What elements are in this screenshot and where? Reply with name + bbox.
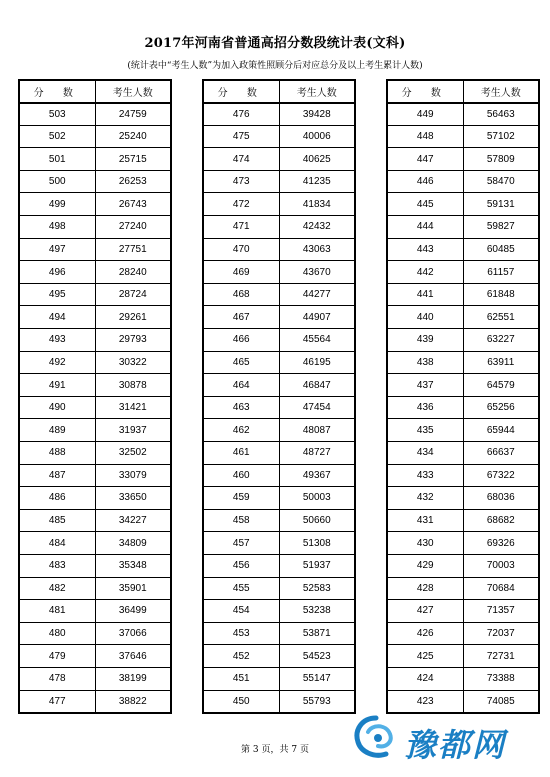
score-table-2 bbox=[202, 79, 356, 714]
table-row bbox=[19, 600, 171, 623]
site-watermark bbox=[348, 712, 548, 768]
score-cell: 448 bbox=[387, 125, 463, 148]
table-row bbox=[203, 238, 355, 261]
count-cell: 33079 bbox=[95, 464, 171, 487]
count-cell: 35348 bbox=[95, 554, 171, 577]
count-cell: 60485 bbox=[463, 238, 539, 261]
table-row bbox=[19, 487, 171, 510]
table-row bbox=[203, 532, 355, 555]
score-cell: 425 bbox=[387, 645, 463, 668]
count-cell: 61848 bbox=[463, 283, 539, 306]
page-subtitle: (统计表中“考生人数”为加入政策性照顾分后对应总分及以上考生累计人数) bbox=[127, 61, 423, 71]
table-row bbox=[19, 170, 171, 193]
swirl-logo-icon bbox=[348, 712, 404, 768]
score-cell: 459 bbox=[203, 487, 279, 510]
count-cell: 66637 bbox=[463, 442, 539, 465]
count-cell: 26253 bbox=[95, 170, 171, 193]
count-cell: 64579 bbox=[463, 374, 539, 397]
score-cell: 491 bbox=[19, 374, 95, 397]
count-cell: 33650 bbox=[95, 487, 171, 510]
table-row bbox=[387, 645, 539, 668]
score-cell: 455 bbox=[203, 577, 279, 600]
score-cell: 451 bbox=[203, 667, 279, 690]
table-row bbox=[203, 622, 355, 645]
table-row bbox=[203, 600, 355, 623]
score-cell: 449 bbox=[387, 103, 463, 126]
score-cell: 434 bbox=[387, 442, 463, 465]
table-row bbox=[387, 148, 539, 171]
table-row bbox=[19, 351, 171, 374]
count-cell: 52583 bbox=[279, 577, 355, 600]
table-row bbox=[387, 487, 539, 510]
table-row bbox=[19, 396, 171, 419]
count-cell: 49367 bbox=[279, 464, 355, 487]
table-row bbox=[19, 532, 171, 555]
table-row bbox=[203, 442, 355, 465]
count-cell: 42432 bbox=[279, 216, 355, 239]
table-row bbox=[203, 374, 355, 397]
score-cell: 476 bbox=[203, 103, 279, 126]
table-row bbox=[203, 487, 355, 510]
count-cell: 44907 bbox=[279, 306, 355, 329]
table-row bbox=[19, 261, 171, 284]
score-cell: 460 bbox=[203, 464, 279, 487]
count-cell: 40625 bbox=[279, 148, 355, 171]
table-row bbox=[387, 509, 539, 532]
score-cell: 433 bbox=[387, 464, 463, 487]
count-cell: 27240 bbox=[95, 216, 171, 239]
score-cell: 454 bbox=[203, 600, 279, 623]
score-cell: 479 bbox=[19, 645, 95, 668]
table-row bbox=[387, 532, 539, 555]
table-row bbox=[387, 600, 539, 623]
score-cell: 443 bbox=[387, 238, 463, 261]
table-row bbox=[19, 283, 171, 306]
score-cell: 500 bbox=[19, 170, 95, 193]
count-cell: 29793 bbox=[95, 329, 171, 352]
score-cell: 475 bbox=[203, 125, 279, 148]
count-cell: 43670 bbox=[279, 261, 355, 284]
table-row bbox=[387, 419, 539, 442]
score-cell: 428 bbox=[387, 577, 463, 600]
count-cell: 62551 bbox=[463, 306, 539, 329]
table-row bbox=[387, 170, 539, 193]
count-cell: 72037 bbox=[463, 622, 539, 645]
table-row bbox=[387, 216, 539, 239]
table-row bbox=[19, 667, 171, 690]
table-row bbox=[387, 622, 539, 645]
table-row bbox=[203, 283, 355, 306]
table-row bbox=[19, 148, 171, 171]
count-cell: 37066 bbox=[95, 622, 171, 645]
page-title: 2017年河南省普通高招分数段统计表(文科) bbox=[144, 36, 406, 51]
table-row bbox=[387, 238, 539, 261]
count-cell: 57809 bbox=[463, 148, 539, 171]
count-cell: 68036 bbox=[463, 487, 539, 510]
table-row bbox=[19, 509, 171, 532]
score-cell: 486 bbox=[19, 487, 95, 510]
count-cell: 70003 bbox=[463, 554, 539, 577]
count-cell: 27751 bbox=[95, 238, 171, 261]
count-cell: 31421 bbox=[95, 396, 171, 419]
count-header: 考生人数 bbox=[463, 80, 539, 103]
table-header-row bbox=[387, 80, 539, 103]
count-cell: 55147 bbox=[279, 667, 355, 690]
score-cell: 431 bbox=[387, 509, 463, 532]
watermark-text: 豫都网 bbox=[404, 726, 507, 764]
count-cell: 24759 bbox=[95, 103, 171, 126]
score-cell: 498 bbox=[19, 216, 95, 239]
table-row bbox=[387, 103, 539, 126]
page-footer: 第 3 页，共 7 页 bbox=[241, 745, 309, 755]
table-row bbox=[387, 374, 539, 397]
table-row bbox=[19, 374, 171, 397]
score-table-1 bbox=[18, 79, 172, 714]
count-cell: 46195 bbox=[279, 351, 355, 374]
table-row bbox=[203, 464, 355, 487]
table-row bbox=[19, 329, 171, 352]
score-cell: 489 bbox=[19, 419, 95, 442]
count-cell: 55793 bbox=[279, 690, 355, 713]
count-cell: 65944 bbox=[463, 419, 539, 442]
table-row bbox=[387, 329, 539, 352]
score-cell: 453 bbox=[203, 622, 279, 645]
score-cell: 502 bbox=[19, 125, 95, 148]
count-cell: 43063 bbox=[279, 238, 355, 261]
score-cell: 484 bbox=[19, 532, 95, 555]
count-cell: 34227 bbox=[95, 509, 171, 532]
table-row bbox=[387, 351, 539, 374]
score-cell: 482 bbox=[19, 577, 95, 600]
score-cell: 501 bbox=[19, 148, 95, 171]
count-cell: 71357 bbox=[463, 600, 539, 623]
table-row bbox=[19, 645, 171, 668]
table-row bbox=[203, 148, 355, 171]
count-cell: 48087 bbox=[279, 419, 355, 442]
table-row bbox=[19, 690, 171, 713]
table-row bbox=[203, 261, 355, 284]
score-cell: 446 bbox=[387, 170, 463, 193]
table-row bbox=[387, 577, 539, 600]
count-cell: 73388 bbox=[463, 667, 539, 690]
count-cell: 63911 bbox=[463, 351, 539, 374]
score-cell: 440 bbox=[387, 306, 463, 329]
table-row bbox=[387, 667, 539, 690]
score-cell: 464 bbox=[203, 374, 279, 397]
table-row bbox=[387, 464, 539, 487]
count-cell: 54523 bbox=[279, 645, 355, 668]
count-cell: 39428 bbox=[279, 103, 355, 126]
score-cell: 477 bbox=[19, 690, 95, 713]
score-table-3 bbox=[386, 79, 540, 714]
count-cell: 50003 bbox=[279, 487, 355, 510]
score-cell: 472 bbox=[203, 193, 279, 216]
count-cell: 70684 bbox=[463, 577, 539, 600]
score-cell: 503 bbox=[19, 103, 95, 126]
count-cell: 51308 bbox=[279, 532, 355, 555]
count-cell: 41235 bbox=[279, 170, 355, 193]
count-cell: 51937 bbox=[279, 554, 355, 577]
score-cell: 470 bbox=[203, 238, 279, 261]
count-cell: 59131 bbox=[463, 193, 539, 216]
score-cell: 499 bbox=[19, 193, 95, 216]
count-cell: 59827 bbox=[463, 216, 539, 239]
table-row bbox=[19, 622, 171, 645]
table-row bbox=[203, 351, 355, 374]
table-row bbox=[387, 283, 539, 306]
count-cell: 30878 bbox=[95, 374, 171, 397]
table-row bbox=[387, 306, 539, 329]
score-cell: 430 bbox=[387, 532, 463, 555]
count-cell: 26743 bbox=[95, 193, 171, 216]
count-cell: 36499 bbox=[95, 600, 171, 623]
score-header: 分 数 bbox=[203, 80, 279, 103]
table-row bbox=[203, 577, 355, 600]
table-row bbox=[19, 306, 171, 329]
score-cell: 445 bbox=[387, 193, 463, 216]
table-row bbox=[203, 667, 355, 690]
score-cell: 495 bbox=[19, 283, 95, 306]
count-cell: 30322 bbox=[95, 351, 171, 374]
score-cell: 441 bbox=[387, 283, 463, 306]
count-cell: 34809 bbox=[95, 532, 171, 555]
score-cell: 497 bbox=[19, 238, 95, 261]
score-cell: 450 bbox=[203, 690, 279, 713]
table-row bbox=[19, 442, 171, 465]
table-row bbox=[203, 509, 355, 532]
score-cell: 438 bbox=[387, 351, 463, 374]
score-cell: 444 bbox=[387, 216, 463, 239]
score-cell: 432 bbox=[387, 487, 463, 510]
score-cell: 457 bbox=[203, 532, 279, 555]
table-row bbox=[19, 193, 171, 216]
count-cell: 37646 bbox=[95, 645, 171, 668]
table-row bbox=[203, 306, 355, 329]
count-cell: 48727 bbox=[279, 442, 355, 465]
table-row bbox=[203, 103, 355, 126]
count-cell: 32502 bbox=[95, 442, 171, 465]
score-header: 分 数 bbox=[387, 80, 463, 103]
score-cell: 478 bbox=[19, 667, 95, 690]
table-row bbox=[203, 645, 355, 668]
table-row bbox=[387, 554, 539, 577]
score-cell: 492 bbox=[19, 351, 95, 374]
score-cell: 465 bbox=[203, 351, 279, 374]
score-header: 分 数 bbox=[19, 80, 95, 103]
count-cell: 41834 bbox=[279, 193, 355, 216]
count-cell: 40006 bbox=[279, 125, 355, 148]
table-row bbox=[387, 396, 539, 419]
score-cell: 452 bbox=[203, 645, 279, 668]
table-row bbox=[203, 193, 355, 216]
count-cell: 25715 bbox=[95, 148, 171, 171]
table-header-row bbox=[19, 80, 171, 103]
table-row bbox=[387, 261, 539, 284]
count-cell: 28240 bbox=[95, 261, 171, 284]
table-row bbox=[203, 419, 355, 442]
score-cell: 436 bbox=[387, 396, 463, 419]
table-header-row bbox=[203, 80, 355, 103]
table-row bbox=[203, 329, 355, 352]
score-cell: 481 bbox=[19, 600, 95, 623]
count-cell: 38199 bbox=[95, 667, 171, 690]
score-cell: 427 bbox=[387, 600, 463, 623]
score-cell: 474 bbox=[203, 148, 279, 171]
score-cell: 483 bbox=[19, 554, 95, 577]
score-cell: 439 bbox=[387, 329, 463, 352]
score-cell: 435 bbox=[387, 419, 463, 442]
count-cell: 58470 bbox=[463, 170, 539, 193]
table-row bbox=[19, 554, 171, 577]
score-cell: 494 bbox=[19, 306, 95, 329]
score-cell: 468 bbox=[203, 283, 279, 306]
score-cell: 463 bbox=[203, 396, 279, 419]
score-cell: 423 bbox=[387, 690, 463, 713]
table-row bbox=[19, 238, 171, 261]
count-cell: 29261 bbox=[95, 306, 171, 329]
table-row bbox=[203, 125, 355, 148]
count-header: 考生人数 bbox=[95, 80, 171, 103]
count-cell: 74085 bbox=[463, 690, 539, 713]
count-cell: 63227 bbox=[463, 329, 539, 352]
score-cell: 487 bbox=[19, 464, 95, 487]
count-cell: 45564 bbox=[279, 329, 355, 352]
count-cell: 56463 bbox=[463, 103, 539, 126]
count-cell: 47454 bbox=[279, 396, 355, 419]
score-cell: 447 bbox=[387, 148, 463, 171]
count-cell: 44277 bbox=[279, 283, 355, 306]
table-row bbox=[19, 419, 171, 442]
table-row bbox=[203, 216, 355, 239]
table-row bbox=[387, 193, 539, 216]
score-cell: 467 bbox=[203, 306, 279, 329]
count-cell: 31937 bbox=[95, 419, 171, 442]
count-cell: 35901 bbox=[95, 577, 171, 600]
score-cell: 461 bbox=[203, 442, 279, 465]
count-cell: 57102 bbox=[463, 125, 539, 148]
score-cell: 456 bbox=[203, 554, 279, 577]
count-cell: 53238 bbox=[279, 600, 355, 623]
table-row bbox=[19, 125, 171, 148]
count-cell: 61157 bbox=[463, 261, 539, 284]
table-row bbox=[19, 103, 171, 126]
table-row bbox=[203, 690, 355, 713]
score-cell: 429 bbox=[387, 554, 463, 577]
table-row bbox=[203, 554, 355, 577]
table-row bbox=[19, 216, 171, 239]
count-header: 考生人数 bbox=[279, 80, 355, 103]
score-cell: 490 bbox=[19, 396, 95, 419]
table-row bbox=[203, 170, 355, 193]
count-cell: 72731 bbox=[463, 645, 539, 668]
score-cell: 485 bbox=[19, 509, 95, 532]
count-cell: 65256 bbox=[463, 396, 539, 419]
table-row bbox=[19, 464, 171, 487]
count-cell: 68682 bbox=[463, 509, 539, 532]
count-cell: 28724 bbox=[95, 283, 171, 306]
table-row bbox=[19, 577, 171, 600]
table-row bbox=[387, 690, 539, 713]
score-cell: 437 bbox=[387, 374, 463, 397]
score-cell: 466 bbox=[203, 329, 279, 352]
score-cell: 493 bbox=[19, 329, 95, 352]
score-cell: 426 bbox=[387, 622, 463, 645]
count-cell: 46847 bbox=[279, 374, 355, 397]
score-cell: 458 bbox=[203, 509, 279, 532]
count-cell: 69326 bbox=[463, 532, 539, 555]
score-cell: 496 bbox=[19, 261, 95, 284]
score-cell: 462 bbox=[203, 419, 279, 442]
score-cell: 473 bbox=[203, 170, 279, 193]
count-cell: 53871 bbox=[279, 622, 355, 645]
score-cell: 488 bbox=[19, 442, 95, 465]
score-cell: 442 bbox=[387, 261, 463, 284]
count-cell: 67322 bbox=[463, 464, 539, 487]
table-row bbox=[387, 442, 539, 465]
score-cell: 471 bbox=[203, 216, 279, 239]
score-cell: 424 bbox=[387, 667, 463, 690]
count-cell: 50660 bbox=[279, 509, 355, 532]
count-cell: 25240 bbox=[95, 125, 171, 148]
score-cell: 469 bbox=[203, 261, 279, 284]
table-row bbox=[203, 396, 355, 419]
table-row bbox=[387, 125, 539, 148]
score-cell: 480 bbox=[19, 622, 95, 645]
count-cell: 38822 bbox=[95, 690, 171, 713]
